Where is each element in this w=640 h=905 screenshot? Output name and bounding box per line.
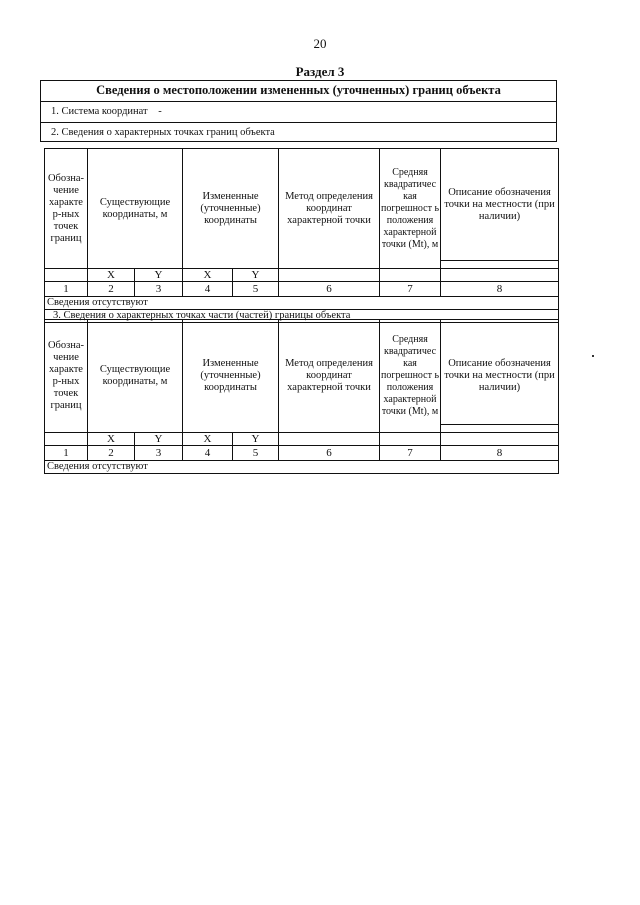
header-description-sub: [441, 261, 559, 269]
subheader-y: Y: [233, 269, 279, 282]
no-data-message: Сведения отсутствуют: [45, 297, 559, 310]
page-number: 20: [313, 36, 327, 51]
column-number: 6: [279, 282, 380, 297]
coordinate-system-value: -: [158, 106, 162, 117]
box-title: Сведения о местоположении измененных (уточненных) границ объекта: [41, 81, 556, 102]
subheader-empty: [380, 269, 441, 282]
subheader-empty: [45, 433, 88, 446]
subheader-y: Y: [233, 433, 279, 446]
subheader-empty: [380, 433, 441, 446]
column-number: 7: [380, 446, 441, 461]
header-description: Описание обозначения точки на местности (при наличии): [441, 149, 559, 261]
column-number: 5: [233, 282, 279, 297]
subheader-empty: [441, 433, 559, 446]
coordinate-system-row: [41, 102, 556, 123]
column-number: 2: [88, 446, 135, 461]
part-boundary-points-table: [44, 319, 559, 474]
header-existing-coordinates: Существующие координаты, м: [88, 149, 183, 269]
section-title: Раздел 3: [295, 64, 345, 79]
subheader-y: Y: [135, 433, 183, 446]
coordinate-system-label: 1. Система координат: [51, 106, 148, 117]
column-number: 8: [441, 282, 559, 297]
subheader-empty: [45, 269, 88, 282]
subheader-empty: [279, 269, 380, 282]
subheader-empty: [441, 269, 559, 282]
column-number: 2: [88, 282, 135, 297]
object-boundaries-box: [40, 80, 557, 142]
part-boundary-points-label: 3. Сведения о характерных точках части (частей) границы объекта: [45, 310, 559, 323]
header-method: Метод определения координат характерной точки: [279, 320, 380, 433]
column-number: 4: [183, 282, 233, 297]
header-description-sub: [441, 425, 559, 433]
column-number: 1: [45, 446, 88, 461]
subheader-x: X: [183, 269, 233, 282]
subheader-x: X: [88, 433, 135, 446]
subheader-empty: [279, 433, 380, 446]
header-mean-error: Средняя квадратичес кая погрешност ь положения характерной точки (Mt), м: [380, 149, 441, 269]
scan-speck: [592, 355, 594, 357]
header-updated-coordinates: Измененные (уточненные) координаты: [183, 320, 279, 433]
column-number: 5: [233, 446, 279, 461]
header-point-designation: Обозна-чение характе р-ных точек границ: [45, 149, 88, 269]
column-number: 3: [135, 446, 183, 461]
header-mean-error: Средняя квадратичес кая погрешност ь положения характерной точки (Mt), м: [380, 320, 441, 433]
header-point-designation: Обозна-чение характе р-ных точек границ: [45, 320, 88, 433]
boundary-points-label: 2. Сведения о характерных точках границ объекта: [51, 127, 275, 138]
subheader-x: X: [88, 269, 135, 282]
no-data-message: Сведения отсутствуют: [45, 461, 559, 474]
header-description: Описание обозначения точки на местности (при наличии): [441, 320, 559, 425]
column-number: 3: [135, 282, 183, 297]
column-number: 1: [45, 282, 88, 297]
column-number: 6: [279, 446, 380, 461]
header-method: Метод определения координат характерной точки: [279, 149, 380, 269]
subheader-x: X: [183, 433, 233, 446]
column-number: 4: [183, 446, 233, 461]
header-existing-coordinates: Существующие координаты, м: [88, 320, 183, 433]
header-updated-coordinates: Измененные (уточненные) координаты: [183, 149, 279, 269]
column-number: 7: [380, 282, 441, 297]
column-number: 8: [441, 446, 559, 461]
boundary-points-table: [44, 148, 559, 323]
subheader-y: Y: [135, 269, 183, 282]
